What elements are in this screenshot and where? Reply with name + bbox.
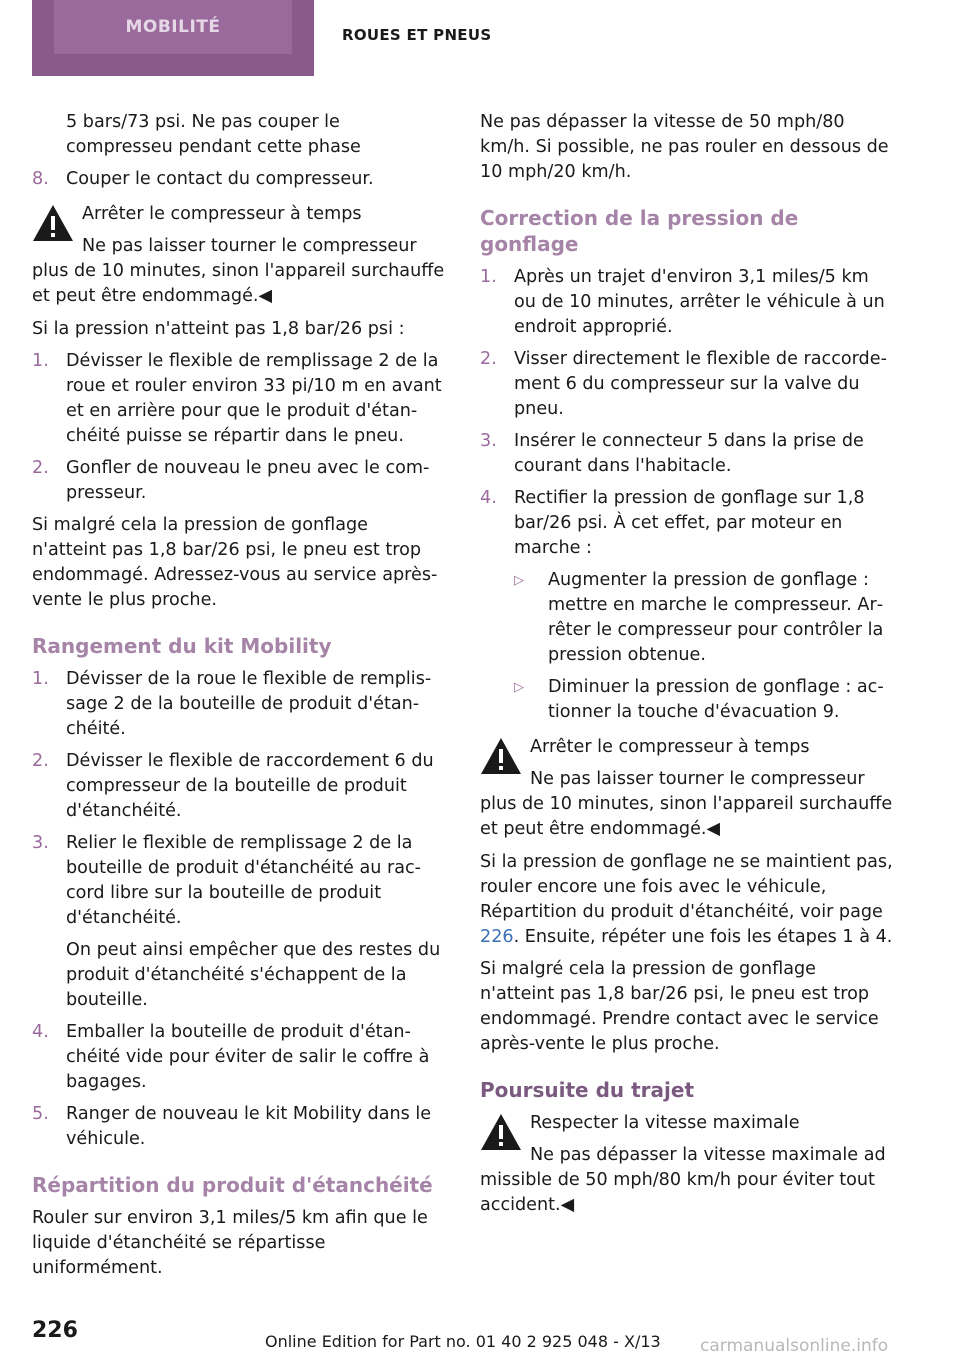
step-number: 3. bbox=[32, 833, 49, 853]
page-link[interactable]: 226 bbox=[480, 927, 514, 947]
paragraph: Rouler sur environ 3,1 miles/5 km afin que le liquide d'étanchéité se répartisse uniformément. bbox=[32, 1208, 428, 1278]
step-number: 1. bbox=[480, 267, 497, 287]
section-title: ROUES ET PNEUS bbox=[342, 26, 492, 44]
warning-box bbox=[480, 735, 894, 842]
step-text: Insérer le connecteur 5 dans la prise de courant dans l'habitacle. bbox=[514, 431, 864, 476]
step-text: Relier le flexible de remplissage 2 de la bouteille de produit d'étanchéité au raccord libre sur la bouteille de produit d'étanchéité. bbox=[66, 833, 422, 928]
warning-line: Ne pas dépasser la vitesse maximale ad bbox=[530, 1145, 886, 1165]
step-text: Dévisser le flexible de raccordement 6 du compresseur de la bouteille de produit d'étanchéité. bbox=[66, 751, 434, 821]
warning-title: Respecter la vitesse maximale bbox=[530, 1113, 800, 1133]
triangle-bullet-icon: ▷ bbox=[514, 680, 524, 695]
warning-triangle-icon bbox=[32, 202, 82, 250]
list-item bbox=[480, 486, 894, 561]
step-number: 8. bbox=[32, 169, 49, 189]
chapter-tab bbox=[32, 0, 314, 76]
right-column bbox=[480, 110, 894, 1226]
step-number: 1. bbox=[32, 669, 49, 689]
warning-box bbox=[480, 1111, 894, 1218]
step-number: 2. bbox=[480, 349, 497, 369]
warning-triangle-icon bbox=[480, 735, 530, 783]
paragraph-text: Si la pression de gonflage ne se maintient pas, rouler encore une fois avec le véhicule, Répartition du produit d'étanchéité, voir page bbox=[480, 852, 893, 922]
step-number: 5. bbox=[32, 1104, 49, 1124]
step-text: Ranger de nouveau le kit Mobility dans le véhicule. bbox=[66, 1104, 432, 1149]
warning-text: missible de 50 mph/80 km/h pour éviter tout accident.◀ bbox=[480, 1170, 875, 1215]
warning-line: Ne pas laisser tourner le compresseur bbox=[82, 236, 417, 256]
heading-rangement: Rangement du kit Mobility bbox=[32, 634, 332, 658]
list-item bbox=[32, 749, 446, 824]
paragraph bbox=[480, 850, 894, 950]
step-text: Couper le contact du compresseur. bbox=[66, 169, 374, 189]
step-text: Dévisser le flexible de remplissage 2 de la roue et rouler environ 33 pi/10 m en avant et en arrière pour que le produit d'étanchéité puisse se répartir dans le pneu. bbox=[66, 351, 442, 446]
list-item bbox=[32, 1020, 446, 1095]
chapter-tab-label: MOBILITÉ bbox=[54, 0, 292, 54]
step-continuation: 5 bars/73 psi. Ne pas couper le compresseu pendant cette phase bbox=[66, 112, 361, 157]
footer-edition: Online Edition for Part no. 01 40 2 925 048 - X/13 bbox=[265, 1332, 661, 1351]
triangle-bullet-icon: ▷ bbox=[514, 573, 524, 588]
left-column bbox=[32, 110, 446, 1288]
list-item bbox=[32, 456, 446, 506]
step-number: 2. bbox=[32, 458, 49, 478]
bullet-item bbox=[514, 568, 894, 668]
list-item bbox=[32, 831, 446, 931]
step-text: Rectifier la pression de gonflage sur 1,8 bar/26 psi. À cet effet, par moteur en marche : bbox=[514, 488, 865, 558]
warning-title: Arrêter le compresseur à temps bbox=[530, 737, 810, 757]
warning-triangle-icon bbox=[480, 1111, 530, 1159]
step-number: 1. bbox=[32, 351, 49, 371]
paragraph: Si malgré cela la pression de gonflage n'atteint pas 1,8 bar/26 psi, le pneu est trop endommagé. Prendre contact avec le service après-vente le plus proche. bbox=[480, 959, 879, 1054]
bullet-list bbox=[480, 568, 894, 725]
step-number: 4. bbox=[480, 488, 497, 508]
warning-line: Ne pas laisser tourner le compresseur bbox=[530, 769, 865, 789]
step-number: 3. bbox=[480, 431, 497, 451]
paragraph: Si la pression n'atteint pas 1,8 bar/26 psi : bbox=[32, 319, 405, 339]
step-number: 4. bbox=[32, 1022, 49, 1042]
step-text: Emballer la bouteille de produit d'étanchéité vide pour éviter de salir le coffre à bagages. bbox=[66, 1022, 430, 1092]
paragraph: Ne pas dépasser la vitesse de 50 mph/80 km/h. Si possible, ne pas rouler en dessous de 10 mph/20 km/h. bbox=[480, 112, 889, 182]
bullet-text: Augmenter la pression de gonflage : mettre en marche le compresseur. Arrêter le compresseur pour contrôler la pression obtenue. bbox=[548, 570, 884, 665]
list-item bbox=[32, 349, 446, 449]
warning-text: plus de 10 minutes, sinon l'appareil surchauffe et peut être endommagé.◀ bbox=[480, 794, 893, 839]
list-item bbox=[480, 347, 894, 422]
paragraph-text: . Ensuite, répéter une fois les étapes 1 à 4. bbox=[513, 927, 893, 947]
warning-box bbox=[32, 202, 446, 309]
step-text: Gonfler de nouveau le pneu avec le compresseur. bbox=[66, 458, 430, 503]
list-item bbox=[32, 167, 446, 192]
step-text: Dévisser de la roue le flexible de remplissage 2 de la bouteille de produit d'étanchéité. bbox=[66, 669, 432, 739]
step-number: 2. bbox=[32, 751, 49, 771]
heading-repartition: Répartition du produit d'étanchéité bbox=[32, 1173, 433, 1197]
page-header bbox=[0, 0, 960, 80]
bullet-text: Diminuer la pression de gonflage : actionner la touche d'évacuation 9. bbox=[548, 677, 884, 722]
list-item bbox=[32, 1102, 446, 1152]
warning-title: Arrêter le compresseur à temps bbox=[82, 204, 362, 224]
page-number: 226 bbox=[32, 1318, 78, 1343]
step-text: Visser directement le flexible de raccordement 6 du compresseur sur la valve du pneu. bbox=[514, 349, 887, 419]
list-item bbox=[32, 667, 446, 742]
warning-text: plus de 10 minutes, sinon l'appareil surchauffe et peut être endommagé.◀ bbox=[32, 261, 445, 306]
bullet-item bbox=[514, 675, 894, 725]
heading-poursuite: Poursuite du trajet bbox=[480, 1078, 695, 1102]
list-item bbox=[480, 265, 894, 340]
step-text: Après un trajet d'environ 3,1 miles/5 km ou de 10 minutes, arrêter le véhicule à un endroit approprié. bbox=[514, 267, 885, 337]
step-continuation: On peut ainsi empêcher que des restes du produit d'étanchéité s'échappent de la bouteille. bbox=[66, 940, 441, 1010]
paragraph: Si malgré cela la pression de gonflage n'atteint pas 1,8 bar/26 psi, le pneu est trop endommagé. Adressez-vous au service après-vente le plus proche. bbox=[32, 515, 438, 610]
list-item bbox=[480, 429, 894, 479]
heading-correction: Correction de la pression de gonflage bbox=[480, 206, 799, 256]
watermark: carmanualsonline.info bbox=[700, 1336, 889, 1356]
